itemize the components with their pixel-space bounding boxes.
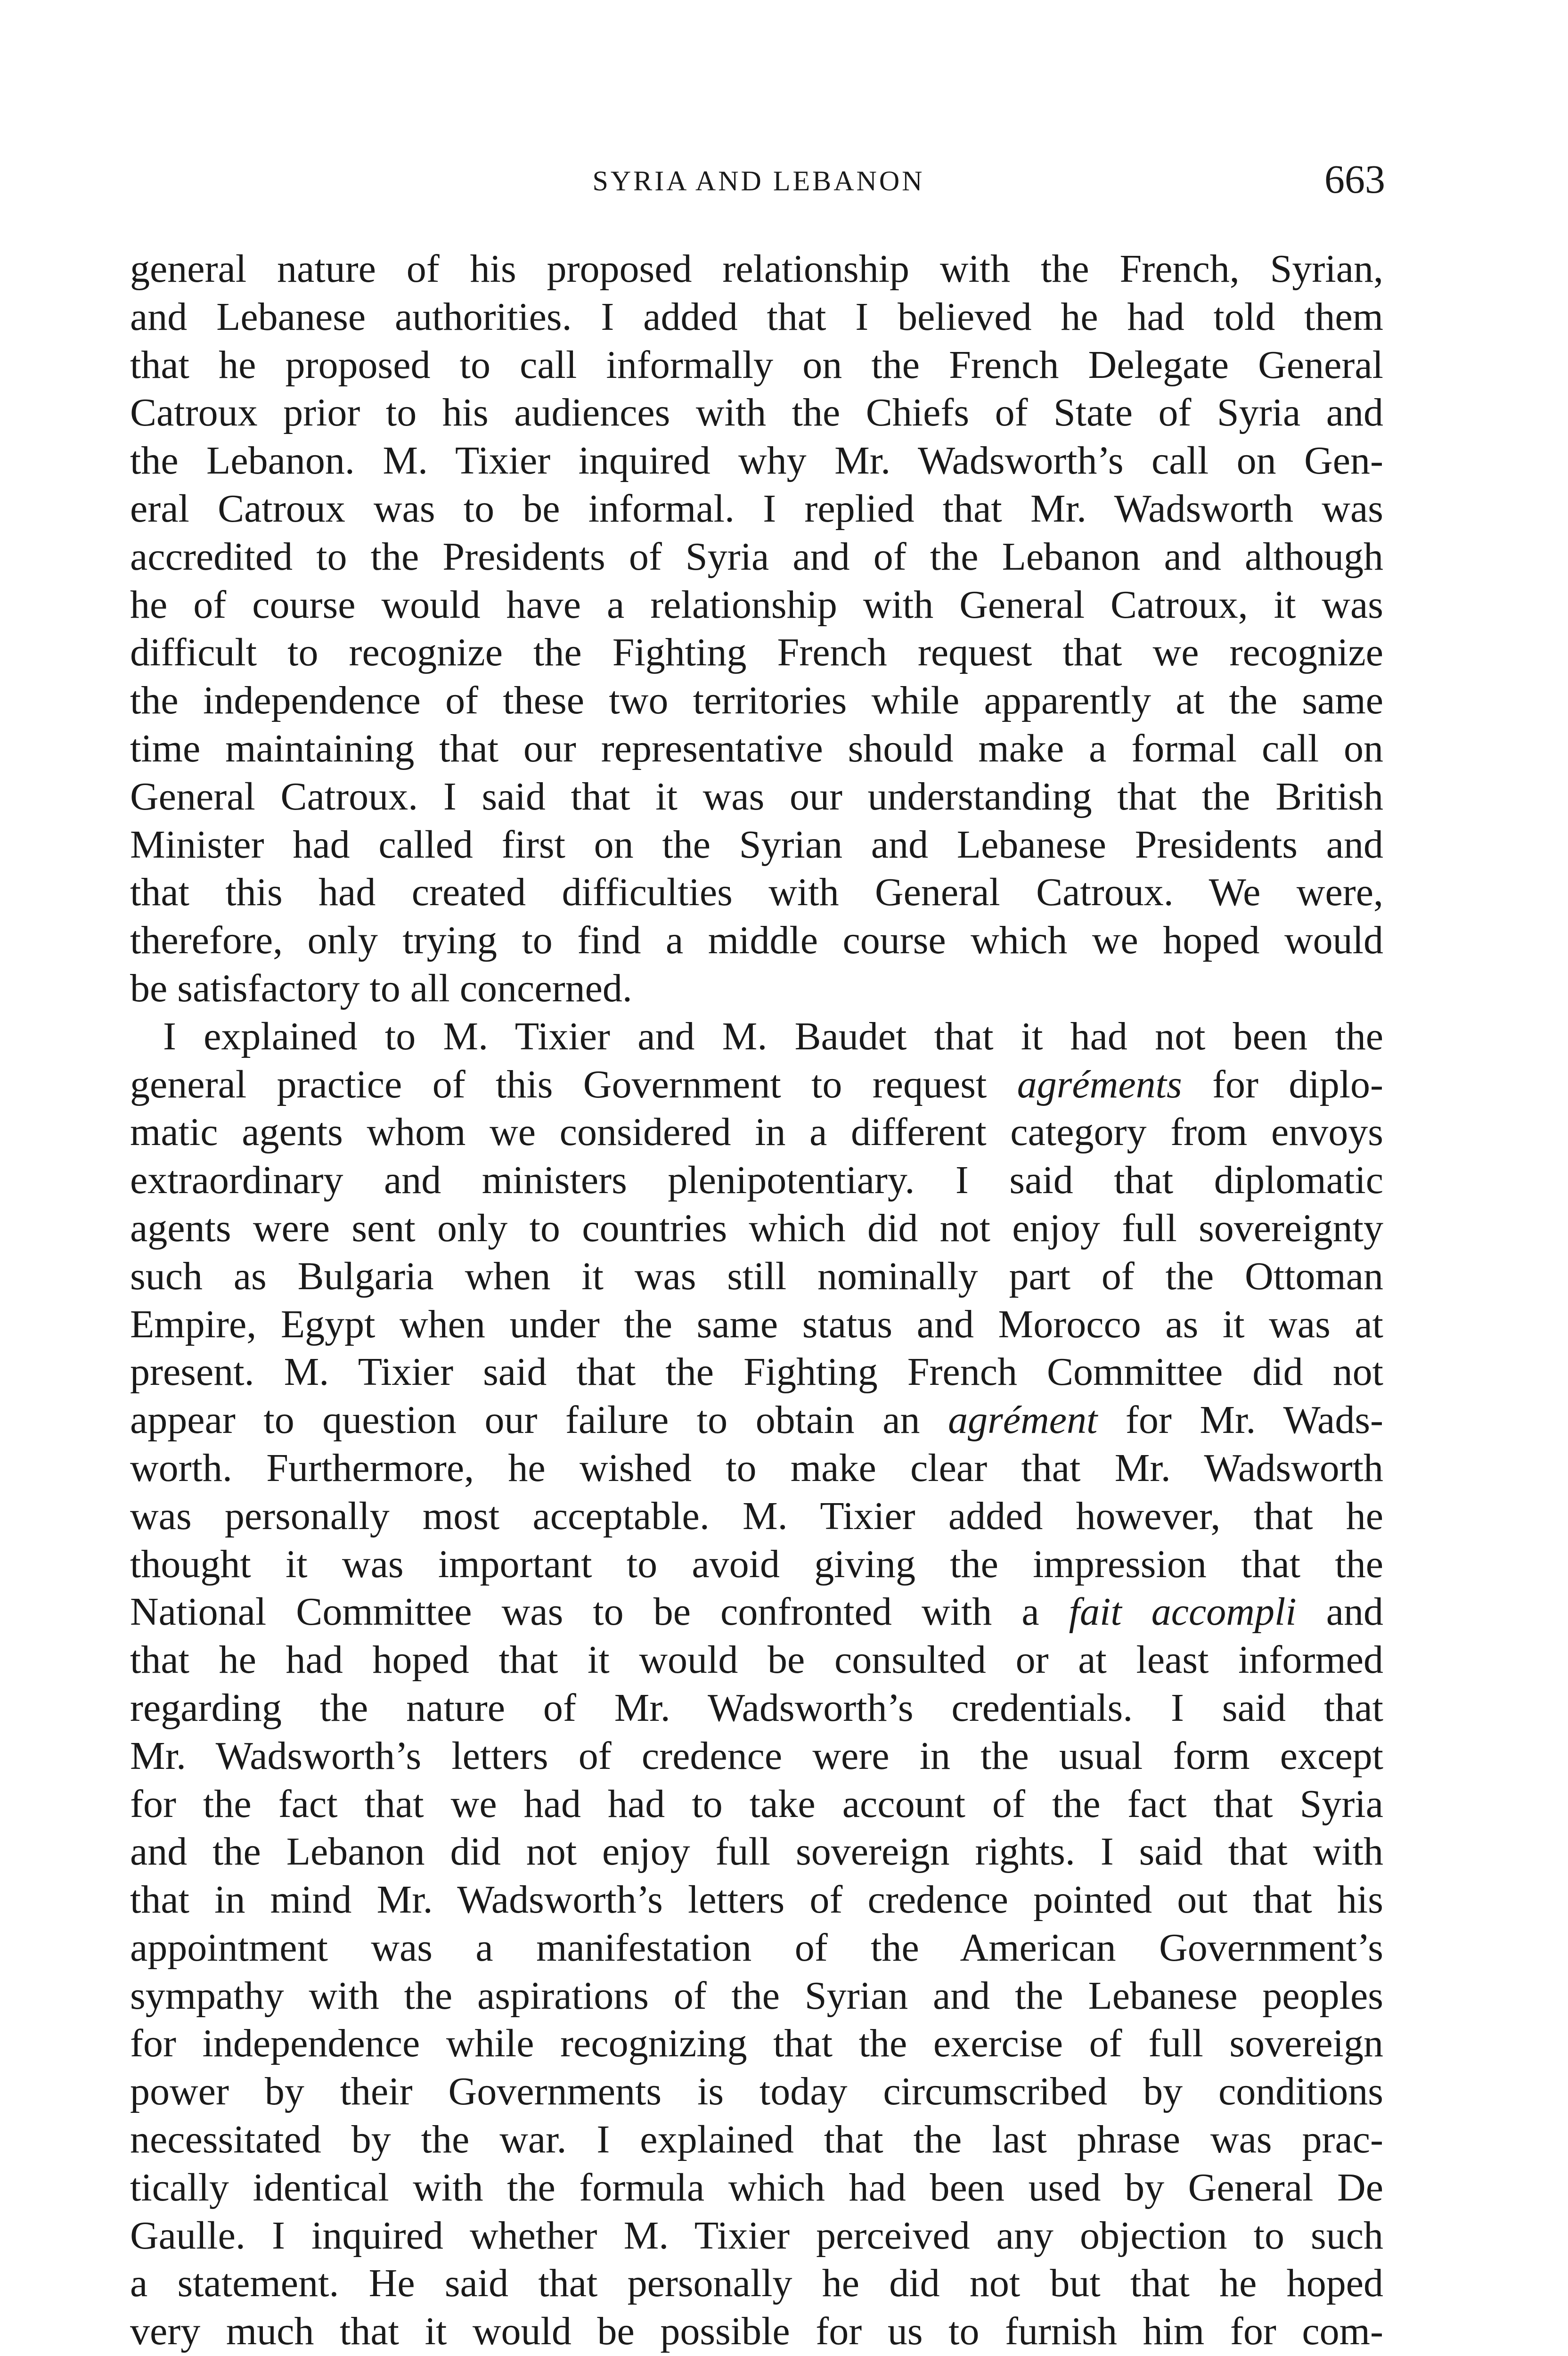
- text-line: he of course would have a relationship with General Catroux, it was: [130, 582, 1383, 627]
- page-header: [132, 155, 1385, 217]
- text-line: that this had created difficulties with General Catroux. We were,: [130, 870, 1383, 915]
- text-line: and the Lebanon did not enjoy full sovereign rights. I said that with: [130, 1830, 1383, 1874]
- paragraph: [130, 1013, 1383, 2356]
- page-number: 663: [1324, 156, 1385, 202]
- text-line: difficult to recognize the Fighting French request that we recognize: [130, 630, 1383, 675]
- text-line: Gaulle. I inquired whether M. Tixier perceived any objection to such: [130, 2213, 1383, 2258]
- text-line: present. M. Tixier said that the Fighting French Committee did not: [130, 1350, 1383, 1394]
- text-line: such as Bulgaria when it was still nominally part of the Ottoman: [130, 1254, 1383, 1298]
- text-line: appear to question our failure to obtain an agrément for Mr. Wads-: [130, 1398, 1383, 1442]
- text-line: eral Catroux was to be informal. I replied that Mr. Wadsworth was: [130, 486, 1383, 531]
- text-line: the Lebanon. M. Tixier inquired why Mr. Wadsworth’s call on Gen-: [130, 439, 1383, 483]
- text-line: Mr. Wadsworth’s letters of credence were in the usual form except: [130, 1734, 1383, 1778]
- text-line: Catroux prior to his audiences with the Chiefs of State of Syria and: [130, 391, 1383, 435]
- text-line: National Committee was to be confronted with a fait accompli and: [130, 1590, 1383, 1634]
- text-line: that he had hoped that it would be consulted or at least informed: [130, 1638, 1383, 1682]
- italic-term: agréments: [1017, 1062, 1182, 1106]
- text-line: was personally most acceptable. M. Tixier added however, that he: [130, 1494, 1383, 1538]
- text-line: Empire, Egypt when under the same status and Morocco as it was at: [130, 1302, 1383, 1346]
- text-line: necessitated by the war. I explained that the last phrase was prac-: [130, 2118, 1383, 2162]
- text-line: be satisfactory to all concerned.: [130, 966, 632, 1010]
- text-line: that he proposed to call informally on the French Delegate General: [130, 343, 1383, 387]
- text-line: agents were sent only to countries which did not enjoy full sovereignty: [130, 1206, 1383, 1250]
- text-line: and Lebanese authorities. I added that I believed he had told them: [130, 294, 1383, 339]
- text-line: matic agents whom we considered in a different category from envoys: [130, 1110, 1383, 1154]
- paragraph: [130, 245, 1383, 1013]
- text-line: sympathy with the aspirations of the Syrian and the Lebanese peoples: [130, 1973, 1383, 2018]
- text-line: power by their Governments is today circumscribed by conditions: [130, 2070, 1383, 2114]
- text-line: general nature of his proposed relationship with the French, Syrian,: [130, 247, 1383, 291]
- body-text: [130, 245, 1383, 2356]
- text-line: extraordinary and ministers plenipotentiary. I said that diplomatic: [130, 1158, 1383, 1203]
- text-line: Minister had called first on the Syrian and Lebanese Presidents and: [130, 822, 1383, 867]
- text-line: for the fact that we had had to take account of the fact that Syria: [130, 1782, 1383, 1826]
- text-line: time maintaining that our representative should make a formal call on: [130, 726, 1383, 770]
- italic-term: agrément: [948, 1398, 1098, 1442]
- text-line: for independence while recognizing that the exercise of full sovereign: [130, 2021, 1383, 2066]
- text-line: thought it was important to avoid giving the impression that the: [130, 1542, 1383, 1586]
- text-line: General Catroux. I said that it was our understanding that the British: [130, 774, 1383, 818]
- text-line: regarding the nature of Mr. Wadsworth’s credentials. I said that: [130, 1685, 1383, 1730]
- text-line: tically identical with the formula which had been used by General De: [130, 2165, 1383, 2209]
- text-line: that in mind Mr. Wadsworth’s letters of credence pointed out that his: [130, 1878, 1383, 1922]
- text-line: therefore, only trying to find a middle course which we hoped would: [130, 918, 1383, 963]
- text-line: the independence of these two territories while apparently at the same: [130, 679, 1383, 723]
- text-line: accredited to the Presidents of Syria and of the Lebanon and although: [130, 534, 1383, 579]
- text-line: general practice of this Government to request agréments for diplo-: [130, 1062, 1384, 1106]
- text-line: a statement. He said that personally he did not but that he hoped: [130, 2261, 1383, 2306]
- running-head: SYRIA AND LEBANON: [592, 165, 925, 196]
- text-line: appointment was a manifestation of the American Government’s: [130, 1925, 1383, 1970]
- text-line: I explained to M. Tixier and M. Baudet that it had not been the: [163, 1014, 1383, 1058]
- italic-term: fait accompli: [1069, 1590, 1297, 1634]
- text-line: worth. Furthermore, he wished to make clear that Mr. Wadsworth: [130, 1446, 1383, 1490]
- text-line: very much that it would be possible for us to furnish him for com-: [130, 2309, 1383, 2354]
